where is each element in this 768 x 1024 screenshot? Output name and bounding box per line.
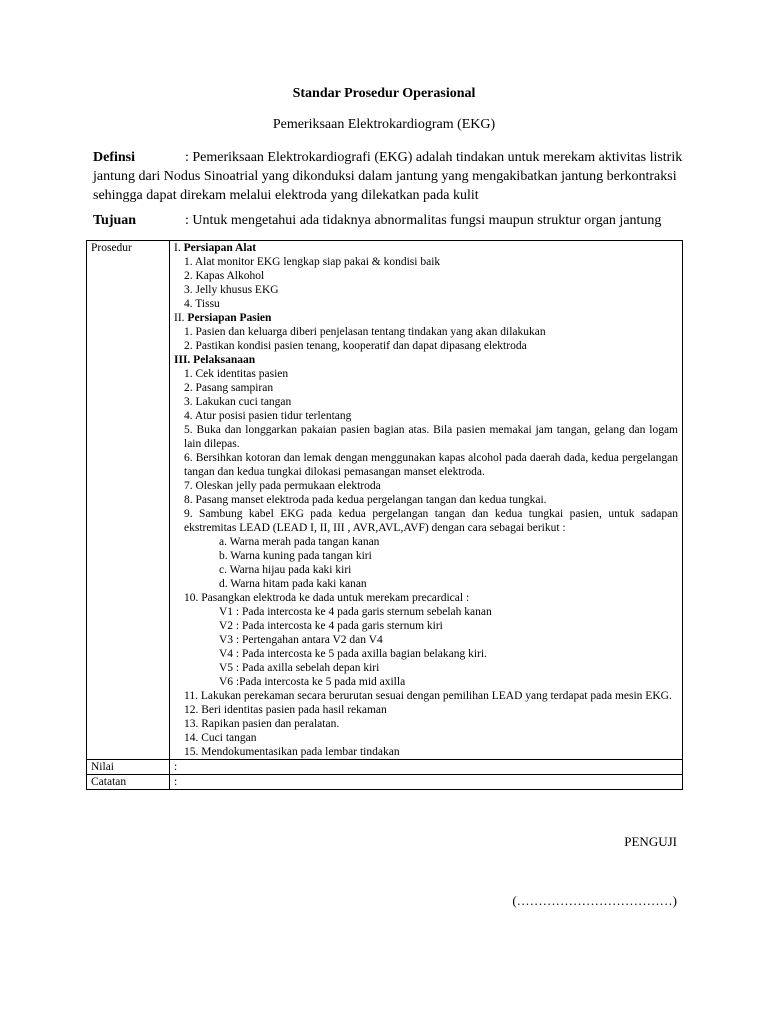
lead-item: V5 : Pada axilla sebelah depan kiri [219,662,380,674]
section-title: Persiapan Pasien [187,312,272,324]
procedure-row [87,241,683,760]
section-tool-preparation [174,241,678,255]
list-item: 15. Mendokumentasikan pada lembar tindakan [184,746,400,758]
section-title: III. Pelaksanaan [174,354,256,366]
list-subitem: d. Warna hitam pada kaki kanan [219,578,367,590]
list-item: 4. Atur posisi pasien tidur terlentang [184,410,352,422]
definition-label: Definsi [93,150,135,165]
list-item: 2. Kapas Alkohol [184,270,265,282]
list-item: 13. Rapikan pasien dan peralatan. [184,718,340,730]
list-item: 4. Tissu [184,298,220,310]
section-number: I. [174,242,184,254]
list-item: 10. Pasangkan elektroda ke dada untuk merekam precardical : [184,592,470,604]
document-subtitle: Pemeriksaan Elektrokardiogram (EKG) [272,117,496,132]
list-item: 14. Cuci tangan [184,732,257,744]
notes-label: Catatan [87,775,170,790]
section-implementation [174,353,678,367]
purpose-block [93,211,683,230]
definition-block [93,148,683,205]
list-item: 9. Sambung kabel EKG pada kedua pergelangan tangan dan kedua tungkai pasien, untuk sadapan ekstremitas LEAD (LEAD I, II, III , AVR,AVL,AVF) dengan cara sebagai berikut : [184,508,678,534]
lead-item: V4 : Pada intercosta ke 5 pada axilla bagian belakang kiri. [219,648,487,660]
section-number: II. [174,312,188,324]
score-value: : [170,760,683,775]
score-label: Nilai [87,760,170,775]
list-item: 8. Pasang manset elektroda pada kedua pergelangan tangan dan kedua tungkai. [184,494,547,506]
list-item: 2. Pastikan kondisi pasien tenang, kooperatif dan dapat dipasang elektroda [184,340,527,352]
notes-value: : [170,775,683,790]
list-item: 7. Oleskan jelly pada permukaan elektroda [184,480,381,492]
list-item: 11. Lakukan perekaman secara berurutan sesuai dengan pemilihan LEAD yang terdapat pada mesin EKG. [184,690,672,702]
procedure-table [86,240,683,790]
lead-item: V1 : Pada intercosta ke 4 pada garis sternum sebelah kanan [219,606,492,618]
definition-text: : Pemeriksaan Elektrokardiografi (EKG) adalah tindakan untuk merekam aktivitas listrik jantung dari Nodus Sinoatrial yang dikonduksi dalam jantung yang mengakibatkan jantung berkontraksi sehingga dapat direkam melalui elektroda yang dilekatkan pada kulit [93,150,683,203]
list-item: 12. Beri identitas pasien pada hasil rekaman [184,704,387,716]
list-item: 3. Jelly khusus EKG [184,284,279,296]
section-patient-preparation [174,311,678,325]
list-item: 1. Cek identitas pasien [184,368,289,380]
lead-item: V6 :Pada intercosta ke 5 pada mid axilla [219,676,406,688]
list-item: 2. Pasang sampiran [184,382,274,394]
list-item: 1. Pasien dan keluarga diberi penjelasan tentang tindakan yang akan dilakukan [184,326,546,338]
list-item: 5. Buka dan longgarkan pakaian pasien bagian atas. Bila pasien memakai jam tangan, gelang dan logam lain dilepas. [184,424,678,450]
examiner-label: PENGUJI [624,834,677,849]
score-row [87,760,683,775]
procedure-content [170,241,683,760]
lead-item: V3 : Pertengahan antara V2 dan V4 [219,634,383,646]
lead-item: V2 : Pada intercosta ke 4 pada garis sternum kiri [219,620,443,632]
document-title: Standar Prosedur Operasional [292,86,476,101]
list-subitem: c. Warna hijau pada kaki kiri [219,564,352,576]
list-item: 3. Lakukan cuci tangan [184,396,292,408]
purpose-text: : Untuk mengetahui ada tidaknya abnormalitas fungsi maupun struktur organ jantung [185,213,662,228]
notes-row [87,775,683,790]
signature-line: (………………………………) [512,893,677,908]
list-subitem: a. Warna merah pada tangan kanan [219,536,380,548]
purpose-label: Tujuan [93,213,137,228]
list-subitem: b. Warna kuning pada tangan kiri [219,550,372,562]
list-item: 6. Bersihkan kotoran dan lemak dengan menggunakan kapas alcohol pada daerah dada, kedua pergelangan tangan dan kedua tungkai dilokasi pemasangan manset elektroda. [184,452,678,478]
procedure-label: Prosedur [87,241,170,760]
list-item: 1. Alat monitor EKG lengkap siap pakai & kondisi baik [184,256,441,268]
section-title: Persiapan Alat [183,242,257,254]
